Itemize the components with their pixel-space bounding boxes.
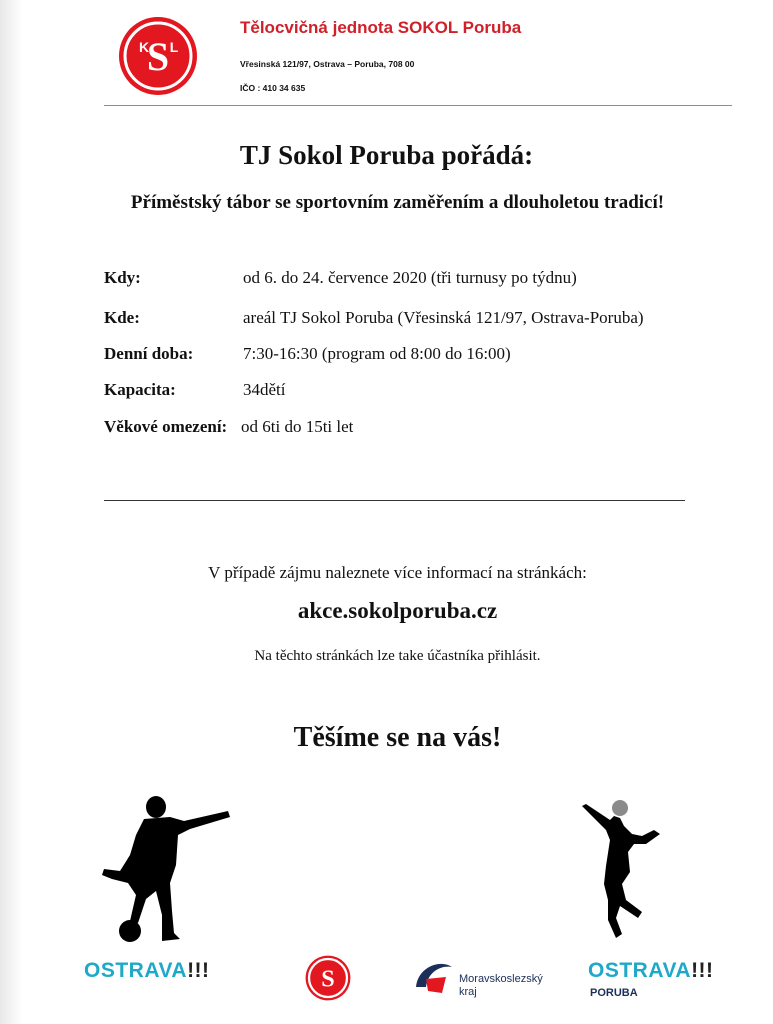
ostrava-poruba-logo-exclaim: !!! — [691, 959, 714, 982]
sokol-logo-icon — [118, 16, 198, 96]
detail-label-where: Kde: — [104, 308, 140, 327]
detail-value-time: 7:30-16:30 (program od 8:00 do 16:00) — [243, 344, 511, 363]
kraj-line-1: Moravskoslezský — [459, 973, 543, 985]
detail-value-age: od 6ti do 15ti let — [241, 417, 354, 436]
poruba-label: PORUBA — [590, 987, 638, 999]
ostrava-logo-left — [84, 959, 210, 983]
ostrava-poruba-logo — [588, 959, 714, 983]
detail-label-when: Kdy: — [104, 268, 141, 287]
organization-address: Vřesinská 121/97, Ostrava – Poruba, 708 00 — [240, 59, 415, 69]
content-divider — [104, 500, 685, 501]
svg-text:S: S — [321, 965, 335, 993]
svg-text:L: L — [169, 39, 179, 55]
svg-text:S: S — [146, 34, 170, 79]
moravskoslezsky-kraj-logo-text — [459, 973, 543, 999]
footballer-silhouette-icon — [100, 795, 232, 945]
page-title: TJ Sokol Poruba pořádá: — [239, 140, 534, 170]
volleyball-player-silhouette-icon — [580, 800, 666, 940]
detail-label-capacity: Kapacita: — [104, 380, 176, 399]
detail-label-age: Věkové omezení: — [104, 417, 228, 436]
organization-name: Tělocvičná jednota SOKOL Poruba — [240, 18, 522, 37]
page-subtitle: Příměstský tábor se sportovním zaměřením a dlouholetou tradicí! — [130, 192, 665, 213]
ostrava-logo-word: OSTRAVA — [84, 959, 188, 982]
detail-value-when: od 6. do 24. července 2020 (tři turnusy po týdnu) — [243, 268, 577, 287]
detail-label-time: Denní doba: — [104, 344, 194, 363]
website-link[interactable]: akce.sokolporuba.cz — [297, 598, 498, 623]
moravskoslezsky-kraj-logo-icon — [412, 957, 456, 997]
ostrava-logo-exclaim: !!! — [187, 959, 210, 982]
ostrava-poruba-logo-word: OSTRAVA — [588, 959, 692, 982]
detail-value-capacity: 34dětí — [243, 380, 286, 399]
more-info-text: V případě zájmu naleznete více informací na stránkách: — [208, 563, 587, 582]
kraj-line-2: kraj — [459, 986, 477, 998]
sokol-logo-icon — [305, 955, 351, 1001]
svg-text:K: K — [138, 39, 150, 55]
header-divider — [104, 105, 732, 106]
detail-value-where: areál TJ Sokol Poruba (Vřesinská 121/97, Ostrava-Poruba) — [243, 308, 644, 327]
registration-note: Na těchto stránkách lze take účastníka přihlásit. — [254, 648, 541, 664]
organization-ico: IČO : 410 34 635 — [240, 83, 306, 93]
closing-message: Těšíme se na vás! — [293, 722, 502, 753]
